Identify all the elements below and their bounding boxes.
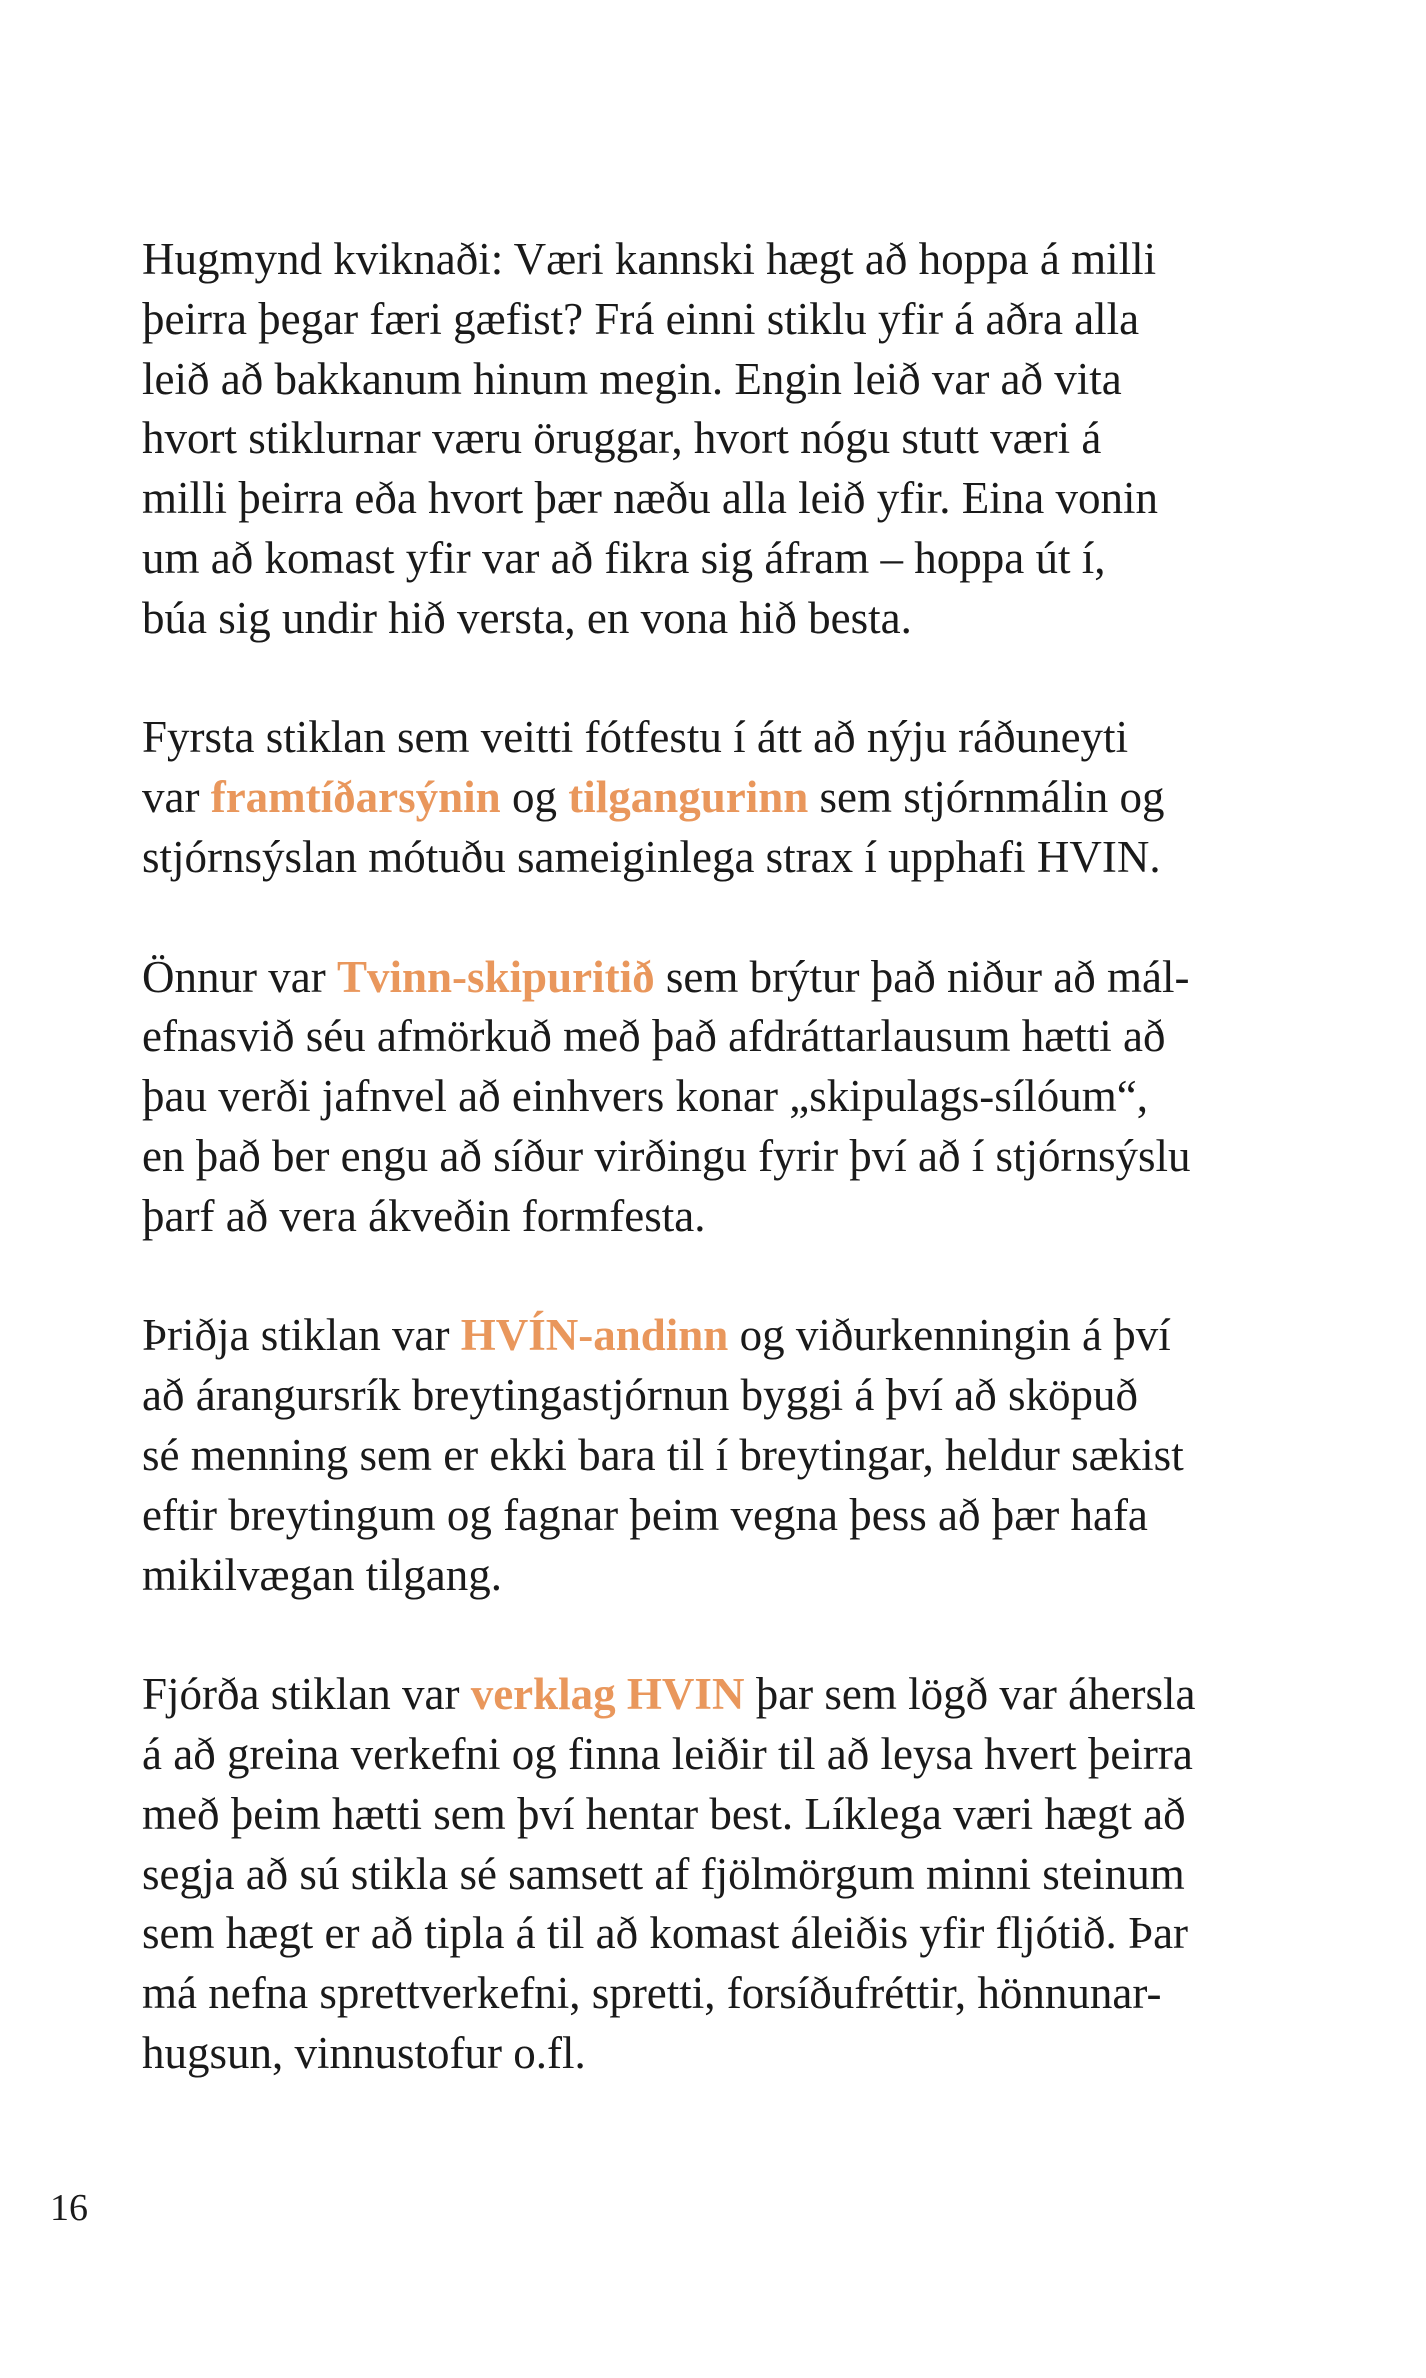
paragraph-4 [142, 1306, 1302, 1605]
text-line: þeirra þegar færi gæfist? Frá einni stiklu yfir á aðra alla [142, 293, 1140, 344]
text-line: hvort stiklurnar væru öruggar, hvort nógu stutt væri á [142, 413, 1102, 464]
text-segment: Önnur var [142, 951, 337, 1002]
text-line: leið að bakkanum hinum megin. Engin leið var að vita [142, 353, 1122, 404]
text-line: sé menning sem er ekki bara til í breytingar, heldur sækist [142, 1429, 1184, 1480]
text-segment: og [500, 772, 569, 823]
text-line: Hugmynd kviknaði: Væri kannski hægt að hoppa á milli [142, 234, 1157, 284]
text-segment: Fjórða stiklan var [142, 1669, 471, 1720]
text-line: mikilvægan tilgang. [142, 1549, 502, 1600]
text-line: Fyrsta stiklan sem veitti fótfestu í átt að nýju ráðuneyti [142, 712, 1129, 763]
highlight-tvinn-skipuritid: Tvinn-skipuritið [336, 951, 655, 1002]
text-line: að árangursrík breytingastjórnun byggi á því að sköpuð [142, 1370, 1139, 1421]
text-segment: sem stjórnmálin og [808, 772, 1165, 823]
text-segment: var [142, 772, 211, 823]
text-segment: þar sem lögð var áhersla [744, 1669, 1196, 1720]
text-line: efnasvið séu afmörkuð með það afdráttarlausum hætti að [142, 1011, 1166, 1062]
text-line: hugsun, vinnustofur o.fl. [142, 2027, 586, 2078]
text-line: má nefna sprettverkefni, spretti, forsíðufréttir, hönnunar- [142, 1968, 1162, 2019]
text-line: en það ber engu að síður virðingu fyrir því að í stjórnsýslu [142, 1130, 1191, 1181]
text-line: þarf að vera ákveðin formfesta. [142, 1190, 706, 1241]
text-line [142, 1306, 1302, 1366]
text-line: þau verði jafnvel að einhvers konar „skipulags-sílóum“, [142, 1071, 1148, 1122]
highlight-tilgangurinn: tilgangurinn [568, 772, 809, 823]
paragraph-1 [142, 230, 1302, 649]
paragraph-2 [142, 708, 1302, 887]
paragraph-5 [142, 1665, 1302, 2084]
highlight-verklag-hvin: verklag HVIN [470, 1669, 745, 1720]
text-segment: og viðurkenningin á því [728, 1310, 1171, 1361]
text-line: á að greina verkefni og finna leiðir til að leysa hvert þeirra [142, 1728, 1193, 1779]
text-segment: sem brýtur það niður að mál- [654, 951, 1190, 1002]
highlight-framtidarsynin: framtíðarsýnin [210, 772, 501, 823]
text-line [142, 768, 1302, 828]
body-text [142, 230, 1302, 2084]
text-line [142, 948, 1302, 1008]
text-line: stjórnsýslan mótuðu sameiginlega strax í upphafi HVIN. [142, 831, 1161, 882]
text-line: segja að sú stikla sé samsett af fjölmörgum minni steinum [142, 1848, 1185, 1899]
paragraph-3 [142, 948, 1302, 1247]
text-line: sem hægt er að tipla á til að komast áleiðis yfir fljótið. Þar [142, 1908, 1189, 1959]
page-number: 16 [50, 2187, 88, 2229]
text-line: milli þeirra eða hvort þær næðu alla leið yfir. Eina vonin [142, 473, 1159, 524]
text-line: með þeim hætti sem því hentar best. Líklega væri hægt að [142, 1788, 1186, 1839]
text-line: búa sig undir hið versta, en vona hið besta. [142, 592, 912, 643]
text-line [142, 1665, 1302, 1725]
highlight-hvin-andinn: HVÍN-andinn [460, 1310, 729, 1361]
text-line: eftir breytingum og fagnar þeim vegna þess að þær hafa [142, 1489, 1148, 1540]
text-segment: Þriðja stiklan var [142, 1310, 461, 1361]
text-line: um að komast yfir var að fikra sig áfram – hoppa út í, [142, 532, 1106, 583]
